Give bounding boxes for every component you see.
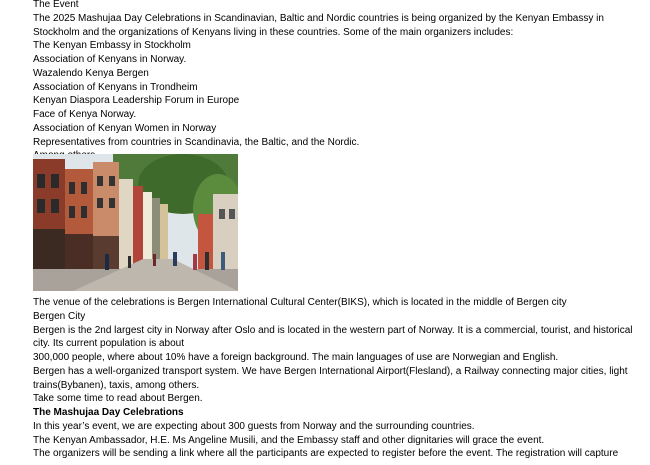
list-item: Kenyan Diaspora Leadership Forum in Europe — [33, 95, 240, 107]
list-item: The Kenyan Embassy in Stockholm — [33, 40, 191, 52]
event-heading: The Event — [33, 0, 79, 10]
list-item: Association of Kenyan Women in Norway — [33, 122, 217, 134]
list-item: Association of Kenyans in Trondheim — [33, 81, 198, 93]
city-description: Bergen is the 2nd largest city in Norway after Oslo and is located in the western part of Norway. It is a commercial, tourist, and historical city. Its current population is about — [33, 324, 633, 350]
venue-paragraph: The venue of the celebrations is Bergen International Cultural Center(BIKS), which is located in the middle of Bergen city — [33, 297, 567, 308]
transport-paragraph: Bergen has a well-organized transport system. We have Bergen International Airport(Flesland), a Railway connecting major cities, light trains(Bybanen), taxis, among others. — [33, 365, 628, 391]
guests-paragraph: In this year’s event, we are expecting about 300 guests from Norway and the surrounding countries. — [33, 420, 475, 432]
population-paragraph: 300,000 people, where about 10% have a foreign background. The main languages of use are Norwegian and English. — [33, 352, 559, 363]
celebrations-heading: The Mashujaa Day Celebrations — [33, 407, 184, 418]
street-photo-icon — [33, 154, 238, 291]
list-item: Representatives from countries in Scandinavia, the Baltic, and the Nordic. — [33, 136, 360, 148]
bergen-city-heading: Bergen City — [33, 310, 86, 322]
read-more-line: Take some time to read about Bergen. — [33, 393, 203, 405]
list-item: Face of Kenya Norway. — [33, 109, 137, 120]
list-item: Association of Kenyans in Norway. — [33, 54, 187, 65]
intro-paragraph: The 2025 Mashujaa Day Celebrations in Scandinavian, Baltic and Nordic countries is being organized by the Kenyan Embassy in Stockholm and the organizations of Kenyans living in these countries. Some of the main organizers includes: — [33, 12, 604, 38]
bergen-street-photo — [33, 154, 238, 291]
registration-paragraph: The organizers will be sending a link where all the participants are expected to register before the event. The registration will capture — [33, 448, 619, 460]
list-item: Wazalendo Kenya Bergen — [33, 67, 149, 79]
ambassador-paragraph: The Kenyan Ambassador, H.E. Ms Angeline Musili, and the Embassy staff and other dignitaries will grace the event. — [33, 434, 545, 446]
organizers-list — [33, 39, 633, 163]
article — [33, 0, 633, 461]
